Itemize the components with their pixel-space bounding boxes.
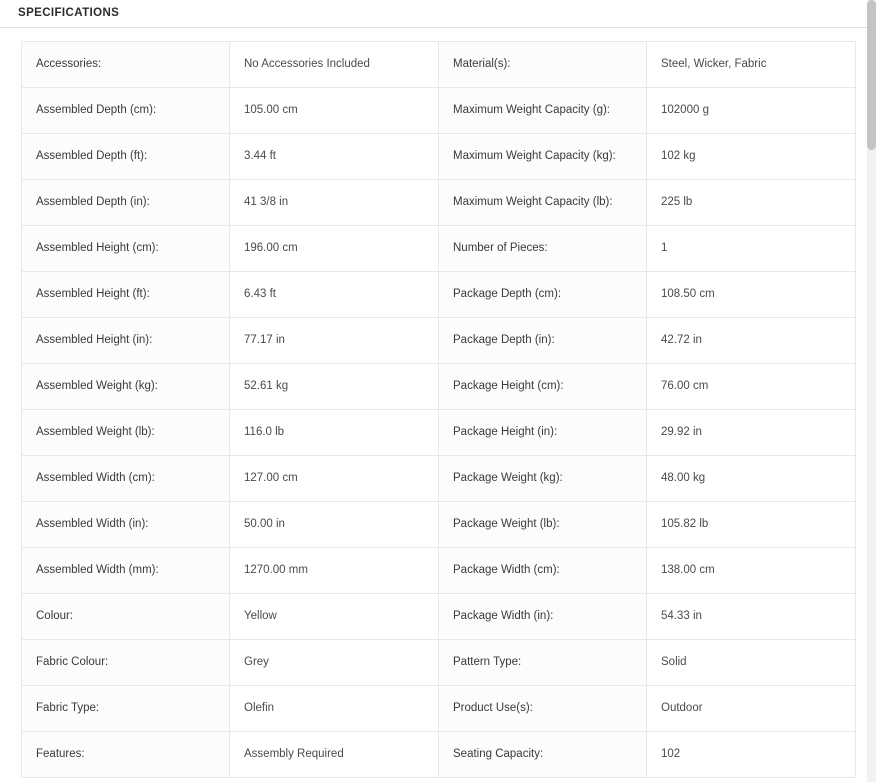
- spec-value-right: Outdoor: [647, 686, 856, 732]
- spec-value-left: 196.00 cm: [230, 226, 439, 272]
- spec-label-right: Seating Capacity:: [439, 732, 647, 778]
- spec-value-right: 102 kg: [647, 134, 856, 180]
- specifications-table: [21, 41, 856, 778]
- spec-value-left: 52.61 kg: [230, 364, 439, 410]
- spec-label-right: Number of Pieces:: [439, 226, 647, 272]
- spec-label-left: Accessories:: [22, 42, 230, 88]
- spec-label-right: Maximum Weight Capacity (g):: [439, 88, 647, 134]
- spec-value-right: 76.00 cm: [647, 364, 856, 410]
- spec-label-left: Assembled Width (mm):: [22, 548, 230, 594]
- table-row: [22, 640, 856, 686]
- spec-label-left: Assembled Height (ft):: [22, 272, 230, 318]
- spec-label-left: Fabric Colour:: [22, 640, 230, 686]
- spec-label-right: Package Width (cm):: [439, 548, 647, 594]
- spec-value-right: 225 lb: [647, 180, 856, 226]
- spec-label-left: Features:: [22, 732, 230, 778]
- table-row: [22, 410, 856, 456]
- spec-value-right: Steel, Wicker, Fabric: [647, 42, 856, 88]
- spec-value-left: 50.00 in: [230, 502, 439, 548]
- spec-label-right: Maximum Weight Capacity (lb):: [439, 180, 647, 226]
- table-row: [22, 226, 856, 272]
- table-row: [22, 732, 856, 778]
- spec-value-right: 102: [647, 732, 856, 778]
- spec-label-right: Package Depth (in):: [439, 318, 647, 364]
- table-row: [22, 88, 856, 134]
- spec-label-left: Assembled Width (cm):: [22, 456, 230, 502]
- table-row: [22, 594, 856, 640]
- spec-value-left: Olefin: [230, 686, 439, 732]
- spec-value-left: 77.17 in: [230, 318, 439, 364]
- spec-label-left: Assembled Width (in):: [22, 502, 230, 548]
- spec-value-left: 127.00 cm: [230, 456, 439, 502]
- spec-label-right: Material(s):: [439, 42, 647, 88]
- table-row: [22, 364, 856, 410]
- spec-label-left: Assembled Depth (ft):: [22, 134, 230, 180]
- spec-value-left: 116.0 lb: [230, 410, 439, 456]
- spec-value-right: 1: [647, 226, 856, 272]
- specifications-table-body: [22, 42, 856, 778]
- spec-label-right: Pattern Type:: [439, 640, 647, 686]
- spec-value-left: Grey: [230, 640, 439, 686]
- vertical-scrollbar-thumb[interactable]: [867, 0, 876, 150]
- table-row: [22, 548, 856, 594]
- section-title: SPECIFICATIONS: [18, 7, 120, 19]
- table-row: [22, 134, 856, 180]
- spec-label-right: Package Height (cm):: [439, 364, 647, 410]
- spec-value-right: 138.00 cm: [647, 548, 856, 594]
- spec-label-left: Assembled Height (cm):: [22, 226, 230, 272]
- spec-label-right: Package Depth (cm):: [439, 272, 647, 318]
- spec-label-right: Package Weight (lb):: [439, 502, 647, 548]
- table-row: [22, 180, 856, 226]
- spec-value-left: Yellow: [230, 594, 439, 640]
- spec-value-right: 42.72 in: [647, 318, 856, 364]
- table-row: [22, 502, 856, 548]
- spec-label-right: Package Width (in):: [439, 594, 647, 640]
- spec-label-right: Package Height (in):: [439, 410, 647, 456]
- spec-value-left: 41 3/8 in: [230, 180, 439, 226]
- spec-value-left: 1270.00 mm: [230, 548, 439, 594]
- spec-label-left: Colour:: [22, 594, 230, 640]
- spec-value-left: 105.00 cm: [230, 88, 439, 134]
- spec-value-left: Assembly Required: [230, 732, 439, 778]
- vertical-scrollbar-track[interactable]: [867, 0, 876, 782]
- spec-label-left: Assembled Depth (cm):: [22, 88, 230, 134]
- spec-label-left: Fabric Type:: [22, 686, 230, 732]
- table-row: [22, 42, 856, 88]
- spec-value-left: 3.44 ft: [230, 134, 439, 180]
- spec-label-right: Product Use(s):: [439, 686, 647, 732]
- spec-label-right: Package Weight (kg):: [439, 456, 647, 502]
- spec-label-left: Assembled Weight (lb):: [22, 410, 230, 456]
- spec-label-left: Assembled Height (in):: [22, 318, 230, 364]
- spec-value-left: 6.43 ft: [230, 272, 439, 318]
- table-row: [22, 686, 856, 732]
- spec-value-right: 108.50 cm: [647, 272, 856, 318]
- spec-value-right: 54.33 in: [647, 594, 856, 640]
- spec-label-right: Maximum Weight Capacity (kg):: [439, 134, 647, 180]
- spec-value-right: 105.82 lb: [647, 502, 856, 548]
- table-row: [22, 318, 856, 364]
- table-row: [22, 456, 856, 502]
- spec-value-right: 29.92 in: [647, 410, 856, 456]
- table-row: [22, 272, 856, 318]
- spec-value-right: 48.00 kg: [647, 456, 856, 502]
- spec-value-right: 102000 g: [647, 88, 856, 134]
- spec-label-left: Assembled Weight (kg):: [22, 364, 230, 410]
- specifications-table-wrapper: [0, 28, 876, 778]
- spec-value-left: No Accessories Included: [230, 42, 439, 88]
- spec-value-right: Solid: [647, 640, 856, 686]
- spec-label-left: Assembled Depth (in):: [22, 180, 230, 226]
